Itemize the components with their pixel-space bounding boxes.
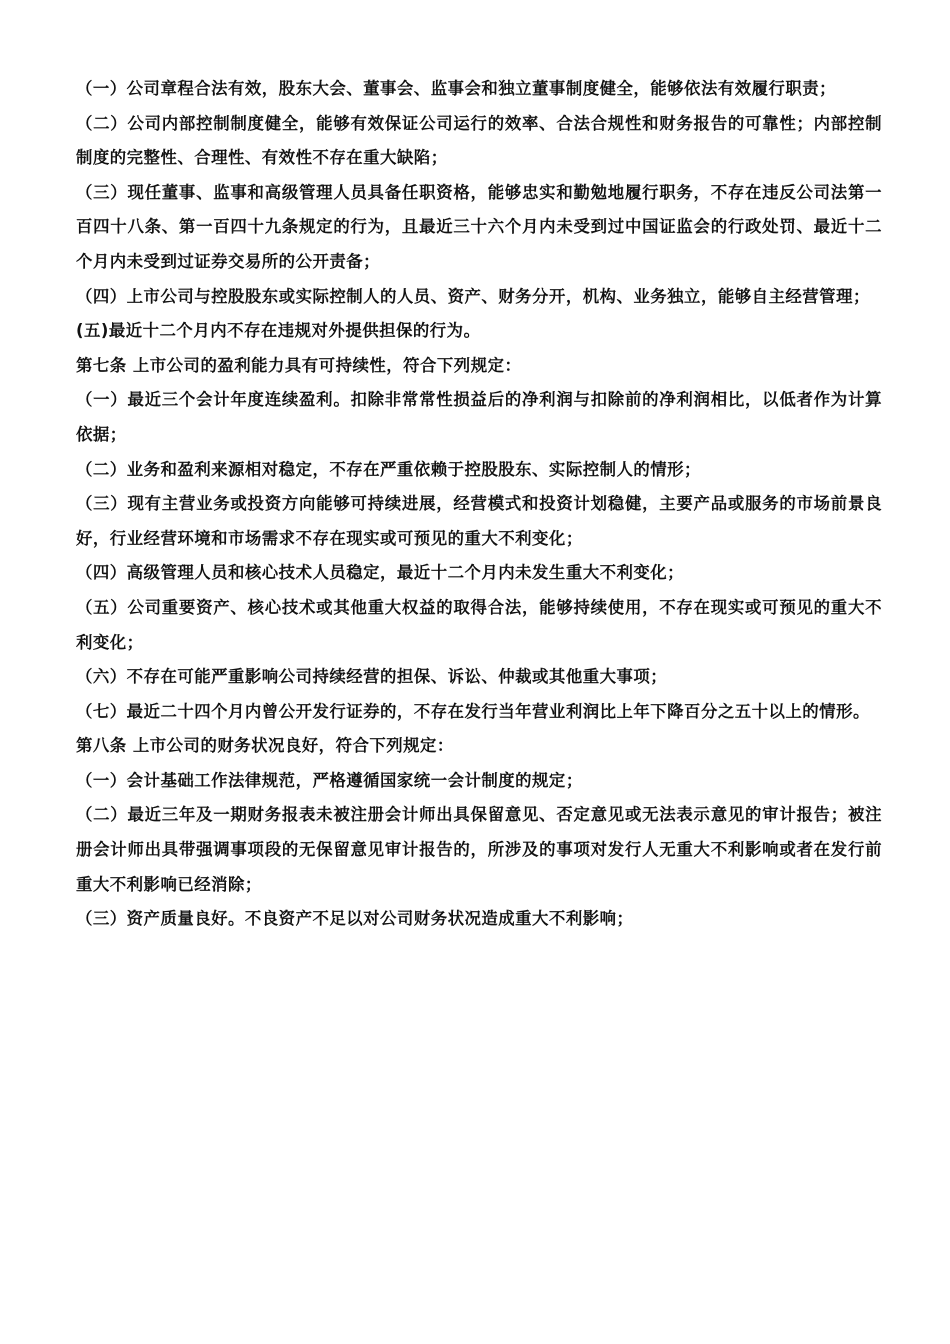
paragraph: （二）最近三年及一期财务报表未被注册会计师出具保留意见、否定意见或无法表示意见的审计报告；被注册会计师出具带强调事项段的无保留意见审计报告的，所涉及的事项对发行人无重大不利影响或者在发行前重大不利影响已经消除； bbox=[76, 805, 882, 894]
paragraph: （二）业务和盈利来源相对稳定，不存在严重依赖于控股股东、实际控制人的情形； bbox=[76, 459, 701, 479]
paragraph: （三）资产质量良好。不良资产不足以对公司财务状况造成重大不利影响； bbox=[76, 909, 634, 929]
paragraph: （三）现任董事、监事和高级管理人员具备任职资格，能够忠实和勤勉地履行职务，不存在违反公司法第一百四十八条、第一百四十九条规定的行为，且最近三十六个月内未受到过中国证监会的行政处罚、最近十二个月内未受到过证券交易所的公开责备； bbox=[76, 182, 882, 271]
paragraph: （四）上市公司与控股股东或实际控制人的人员、资产、财务分开，机构、业务独立，能够自主经营管理； bbox=[76, 286, 870, 306]
paragraph: (五)最近十二个月内不存在违规对外提供担保的行为。 bbox=[76, 321, 481, 341]
document-page bbox=[76, 72, 882, 937]
paragraph: （三）现有主营业务或投资方向能够可持续进展，经营模式和投资计划稳健，主要产品或服务的市场前景良好，行业经营环境和市场需求不存在现实或可预见的重大不利变化； bbox=[76, 494, 882, 548]
paragraph: （六）不存在可能严重影响公司持续经营的担保、诉讼、仲裁或其他重大事项； bbox=[76, 667, 668, 687]
paragraph: （五）公司重要资产、核心技术或其他重大权益的取得合法，能够持续使用，不存在现实或可预见的重大不利变化； bbox=[76, 597, 882, 652]
paragraph: （七）最近二十四个月内曾公开发行证券的，不存在发行当年营业利润比上年下降百分之五十以上的情形。 bbox=[76, 701, 870, 721]
paragraph: （一）会计基础工作法律规范，严格遵循国家统一会计制度的规定； bbox=[76, 770, 583, 790]
article-heading: 第七条 上市公司的盈利能力具有可持续性，符合下列规定： bbox=[76, 355, 522, 375]
paragraph: （一）最近三个会计年度连续盈利。扣除非常常性损益后的净利润与扣除前的净利润相比，以低者作为计算依据； bbox=[76, 390, 882, 444]
paragraph: （一）公司章程合法有效，股东大会、董事会、监事会和独立董事制度健全，能够依法有效履行职责； bbox=[76, 79, 837, 98]
article-heading: 第八条 上市公司的财务状况良好，符合下列规定： bbox=[76, 736, 454, 756]
paragraph: （二）公司内部控制制度健全，能够有效保证公司运行的效率、合法合规性和财务报告的可靠性；内部控制制度的完整性、合理性、有效性不存在重大缺陷； bbox=[76, 113, 882, 168]
paragraph: （四）高级管理人员和核心技术人员稳定，最近十二个月内未发生重大不利变化； bbox=[76, 563, 685, 583]
